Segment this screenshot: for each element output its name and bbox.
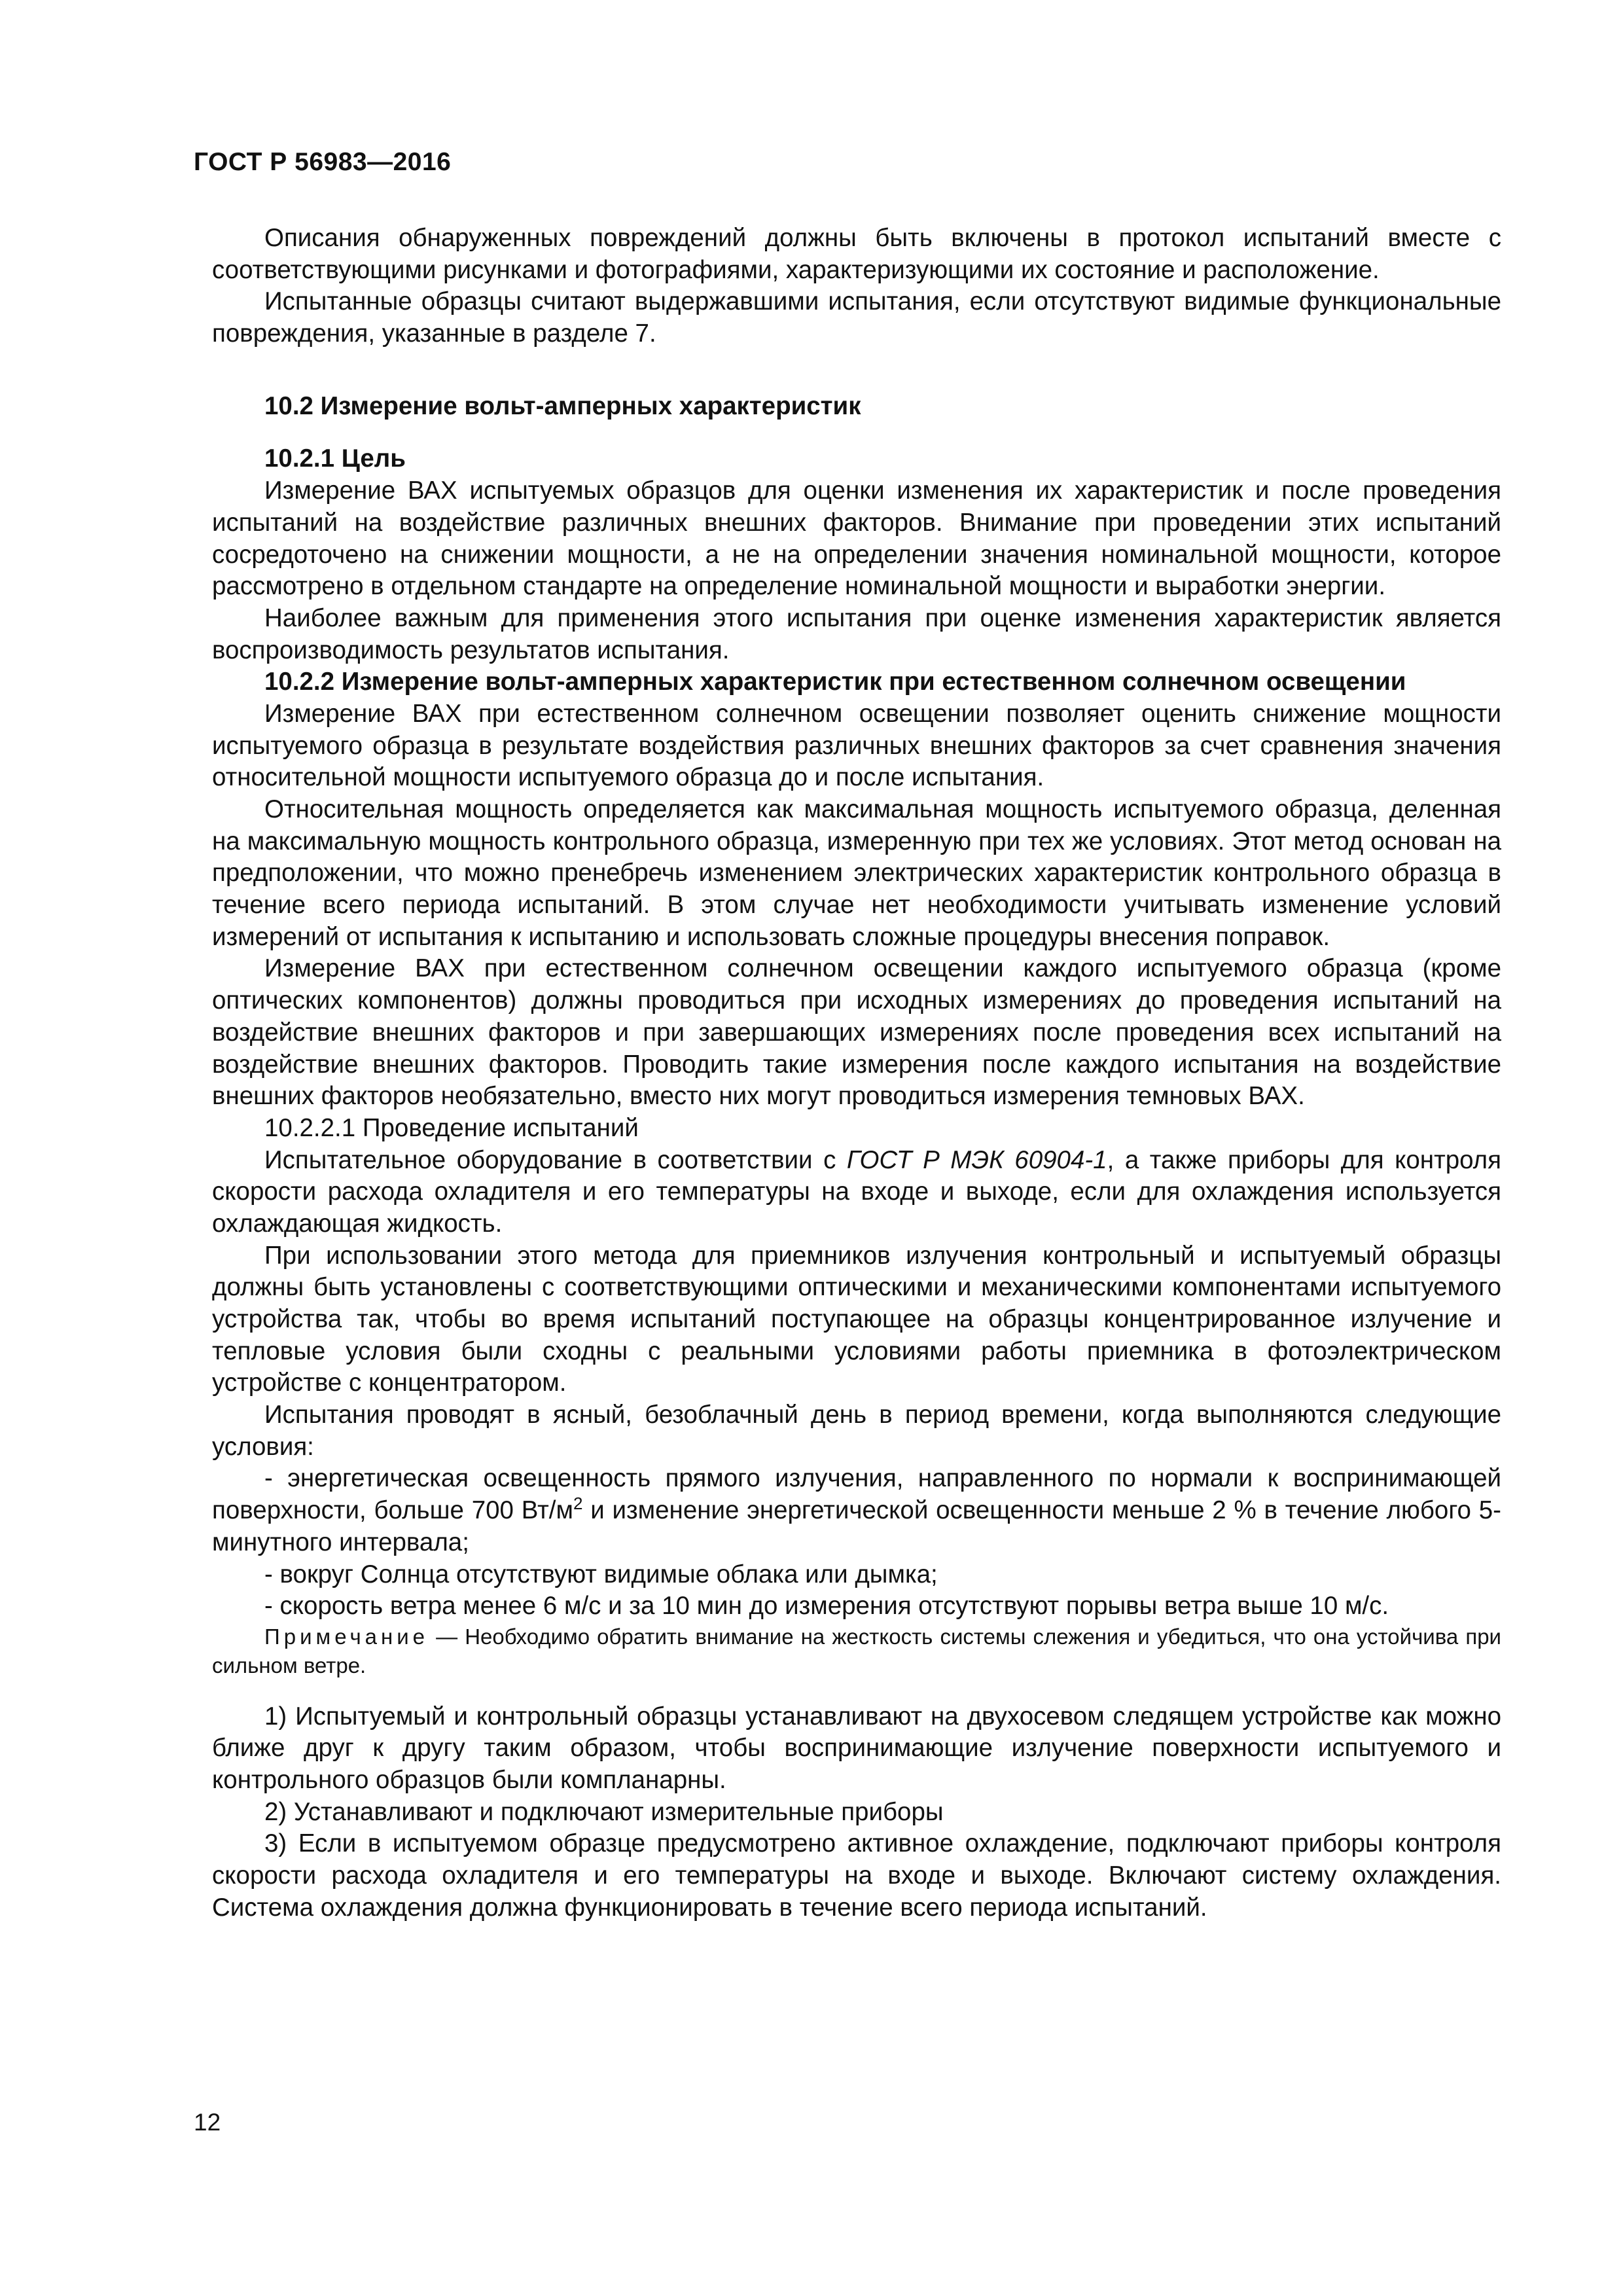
paragraph-measurement-schedule: Измерение ВАХ при естественном солнечном освещении каждого испытуемого образца (кроме оптических компонентов) должны проводиться при исходных измерениях до проведения испытаний на воздействие внешних факторов и при завершающих измерениях после проведения всех испытаний на воздействие внешних факторов. Проводить такие измерения после каждого испытания на воздействие внешних факторов необязательно, вместо них могут проводиться измерения темновых ВАХ. <box>212 954 1501 1111</box>
document-body <box>212 223 1501 1924</box>
section-heading-10-2-2-1: 10.2.2.1 Проведение испытаний <box>264 1113 639 1142</box>
paragraph-goal: Измерение ВАХ испытуемых образцов для оценки изменения их характеристик и после проведения испытаний на воздействие различных внешних факторов. Внимание при проведении этих испытаний сосредоточено на снижении мощности, а не на определении значения номинальной мощности, которое рассмотрено в отдельном стандарте на определение номинальной мощности и выработки энергии. <box>212 476 1501 601</box>
note-block <box>212 1623 1501 1680</box>
step-3: 3) Если в испытуемом образце предусмотрено активное охлаждение, подключают приборы контроля скорости расхода охладителя и его температуры на входе и выходе. Включают систему охлаждения. Система охлаждения должна функционировать в течение всего периода испытаний. <box>212 1829 1501 1922</box>
condition-clouds: - вокруг Солнца отсутствуют видимые облака или дымка; <box>264 1560 938 1588</box>
note-label: Примечание <box>264 1624 429 1649</box>
condition-irradiance <box>212 1463 1501 1558</box>
condition-irradiance-b: и изменение энергетической освещенности меньше 2 % в течение любого 5-минутного интервала; <box>212 1496 1501 1556</box>
paragraph-receiver-setup: При использовании этого метода для приемников излучения контрольный и испытуемый образцы должны быть установлены с соответствующими оптическими и механическими компонентами испытуемого устройства так, чтобы во время испытаний поступающее на образцы концентрированное излучение и тепловые условия были сходны с реальными условиями работы приемника в фотоэлектрическом устройстве с концентратором. <box>212 1241 1501 1397</box>
superscript-2: 2 <box>573 1494 583 1514</box>
note-text: — Необходимо обратить внимание на жесткость системы слежения и убедиться, что она устойчива при сильном ветре. <box>212 1624 1501 1677</box>
document-code-header: ГОСТ Р 56983—2016 <box>194 148 452 176</box>
step-1: 1) Испытуемый и контрольный образцы устанавливают на двухосевом следящем устройстве как можно ближе друг к другу таким образом, чтобы воспринимающие излучение поверхности испытуемого и контрольного образцов были компланарны. <box>212 1702 1501 1794</box>
standard-reference: ГОСТ Р МЭК 60904-1 <box>846 1145 1107 1174</box>
paragraph-damage-description: Описания обнаруженных повреждений должны быть включены в протокол испытаний вместе с соответствующими рисунками и фотографиями, характеризующими их состояние и расположение. <box>212 224 1501 284</box>
condition-wind: - скорость ветра менее 6 м/с и за 10 мин до измерения отсутствуют порывы ветра выше 10 м/с. <box>264 1592 1389 1621</box>
paragraph-natural-light-measurement: Измерение ВАХ при естественном солнечном освещении позволяет оценить снижение мощности испытуемого образца в результате воздействия различных внешних факторов за счет сравнения значения относительной мощности испытуемого образца до и после испытания. <box>212 699 1501 792</box>
equipment-text-b: , а также приборы для контроля скорости расхода охладителя и его температуры на входе и выходе, если для охлаждения используется охлаждающая жидкость. <box>212 1145 1501 1238</box>
condition-irradiance-a: - энергетическая освещенность прямого излучения, направленного по нормали к воспринимающей поверхности, больше 700 Вт/м <box>212 1464 1501 1525</box>
paragraph-passed-criteria: Испытанные образцы считают выдержавшими испытания, если отсутствуют видимые функциональные повреждения, указанные в разделе 7. <box>212 287 1501 348</box>
section-heading-10-2: 10.2 Измерение вольт-амперных характеристик <box>264 391 861 420</box>
paragraph-relative-power: Относительная мощность определяется как максимальная мощность испытуемого образца, деленная на максимальную мощность контрольного образца, измеренную при тех же условиях. Этот метод основан на предположении, что можно пренебречь изменением электрических характеристик контрольного образца в течение всего периода испытаний. В этом случае нет необходимости учитывать изменение условий измерений от испытания к испытанию и использовать сложные процедуры внесения поправок. <box>212 795 1501 951</box>
page-number: 12 <box>194 2109 221 2136</box>
paragraph-test-conditions: Испытания проводят в ясный, безоблачный день в период времени, когда выполняются следующие условия: <box>212 1401 1501 1461</box>
paragraph-reproducibility: Наиболее важным для применения этого испытания при оценке изменения характеристик является воспроизводимость результатов испытания. <box>212 603 1501 664</box>
step-2: 2) Устанавливают и подключают измерительные приборы <box>264 1797 944 1826</box>
equipment-text-a: Испытательное оборудование в соответствии с <box>264 1145 847 1174</box>
section-heading-10-2-2: 10.2.2 Измерение вольт-амперных характеристик при естественном солнечном освещении <box>264 668 1406 696</box>
section-heading-10-2-1: 10.2.1 Цель <box>264 444 406 473</box>
paragraph-test-equipment <box>212 1145 1501 1240</box>
